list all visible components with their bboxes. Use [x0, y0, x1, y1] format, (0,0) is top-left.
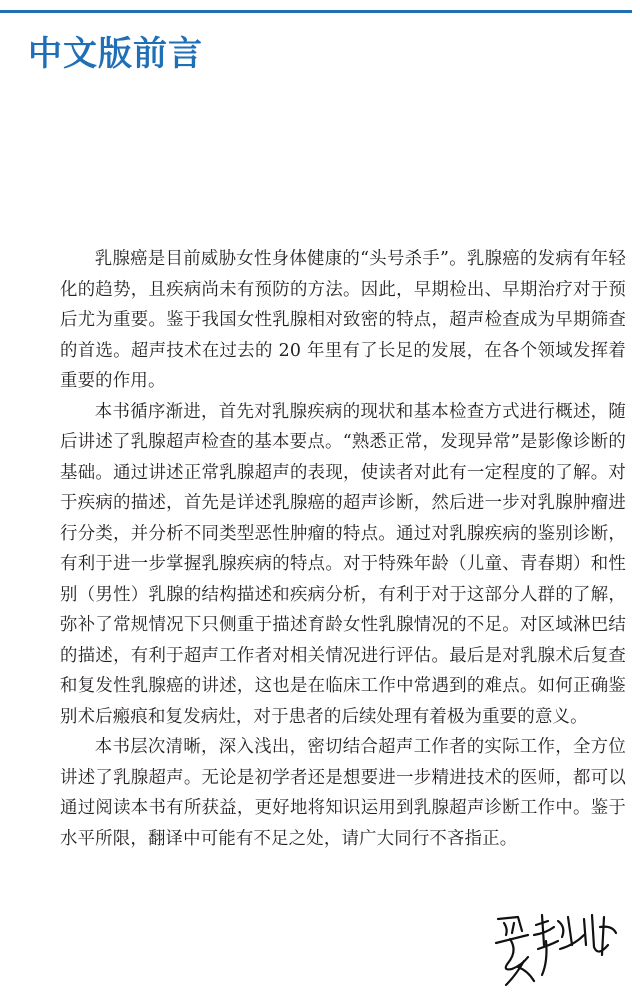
paragraph-3: 本书层次清晰，深入浅出，密切结合超声工作者的实际工作，全方位讲述了乳腺超声。无论是初学者还是想要进一步精进技术的医师，都可以通过阅读本书有所获益，更好地将知识运用到乳腺超声诊断工作中。鉴于水平所限，翻译中可能有不足之处，请广大同行不吝指正。	[60, 737, 626, 849]
handwritten-signature	[488, 905, 618, 990]
page-title: 中文版前言	[28, 34, 203, 74]
preface-body	[60, 244, 626, 854]
paragraph-1: 乳腺癌是目前威胁女性身体健康的“头号杀手”。乳腺癌的发病有年轻化的趋势，且疾病尚未有预防的方法。因此，早期检出、早期治疗对于预后尤为重要。鉴于我国女性乳腺相对致密的特点，超声检查成为早期筛查的首选。超声技术在过去的 20 年里有了长足的发展，在各个领域发挥着重要的作用。	[60, 249, 626, 391]
paragraph-2: 本书循序渐进，首先对乳腺疾病的现状和基本检查方式进行概述，随后讲述了乳腺超声检查的基本要点。“熟悉正常，发现异常”是影像诊断的基础。通过讲述正常乳腺超声的表现，使读者对此有一定程度的了解。对于疾病的描述，首先是详述乳腺癌的超声诊断，然后进一步对乳腺肿瘤进行分类，并分析不同类型恶性肿瘤的特点。通过对乳腺疾病的鉴别诊断，有利于进一步掌握乳腺疾病的特点。对于特殊年龄（儿童、青春期）和性别（男性）乳腺的结构描述和疾病分析，有利于对于这部分人群的了解，弥补了常规情况下只侧重于描述育龄女性乳腺情况的不足。对区域淋巴结的描述，有利于超声工作者对相关情况进行评估。最后是对乳腺术后复查和复发性乳腺癌的讲述，这也是在临床工作中常遇到的难点。如何正确鉴别术后瘢痕和复发病灶，对于患者的后续处理有着极为重要的意义。	[60, 401, 626, 727]
top-rule	[0, 10, 632, 13]
signature-image	[488, 905, 618, 990]
